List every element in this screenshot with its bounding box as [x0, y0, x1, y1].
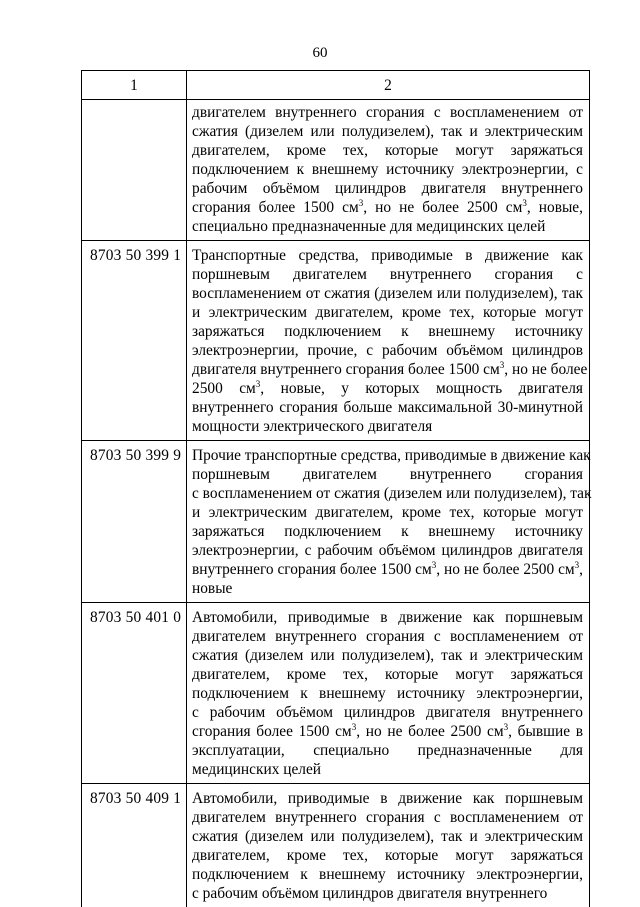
tariff-table	[81, 70, 590, 907]
description-line: внутреннего сгорания более 1500 $см^3$, но не более 2500 $см^3$,	[192, 560, 583, 579]
description-line: двигателя внутреннего сгорания более 1500 $см^3$, но не более	[192, 360, 583, 379]
description-line: поршневым двигателем внутреннего сгорания	[192, 465, 583, 484]
table-row	[82, 441, 590, 603]
description-line: подключением к внешнему источнику электроэнергии, с	[192, 160, 583, 179]
goods-description	[187, 441, 590, 603]
description-line: с рабочим объёмом цилиндров двигателя внутреннего	[192, 884, 583, 903]
tariff-code: 8703 50 399 1	[82, 241, 187, 441]
goods-description	[187, 100, 590, 241]
tariff-code: 8703 50 409 1	[82, 784, 187, 907]
description-line: медицинских целей	[192, 760, 583, 779]
description-line: новые	[192, 579, 583, 598]
tariff-code	[82, 100, 187, 241]
description-line: Транспортные средства, приводимые в движение как	[192, 246, 583, 265]
goods-description	[187, 784, 590, 907]
description-line: сжатия (дизелем или полудизелем), так и электрическим	[192, 122, 583, 141]
description-line: двигателем внутреннего сгорания с воспламенением от	[192, 627, 583, 646]
description-line: с рабочим объёмом цилиндров двигателя внутреннего	[192, 703, 583, 722]
description-line: поршневым двигателем внутреннего сгорания с	[192, 265, 583, 284]
description-line: заряжаться подключением к внешнему источнику	[192, 522, 583, 541]
goods-description	[187, 603, 590, 784]
description-line: двигателем, кроме тех, которые могут заряжаться	[192, 665, 583, 684]
description-line: сжатия (дизелем или полудизелем), так и электрическим	[192, 827, 583, 846]
description-line: сгорания более 1500 $см^3$, но не более 2500 $см^3$, бывшие в	[192, 722, 583, 741]
description-line: подключением к внешнему источнику электроэнергии,	[192, 684, 583, 703]
description-line: Прочие транспортные средства, приводимые в движение как	[192, 446, 583, 465]
description-line: электроэнергии, с рабочим объёмом цилиндров двигателя	[192, 541, 583, 560]
goods-description	[187, 241, 590, 441]
tariff-code: 8703 50 399 9	[82, 441, 187, 603]
description-line: и электрическим двигателем, кроме тех, которые могут	[192, 303, 583, 322]
description-line: электроэнергии, прочие, с рабочим объёмом цилиндров	[192, 341, 583, 360]
column-header-description: 2	[187, 71, 590, 100]
table-row	[82, 784, 590, 907]
description-line: рабочим объёмом цилиндров двигателя внутреннего	[192, 179, 583, 198]
description-line: и электрическим двигателем, кроме тех, которые могут	[192, 503, 583, 522]
description-line: двигателем, кроме тех, которые могут заряжаться	[192, 141, 583, 160]
description-line: с воспламенением от сжатия (дизелем или полудизелем), так	[192, 484, 583, 503]
description-line: Автомобили, приводимые в движение как поршневым	[192, 608, 583, 627]
description-line: двигателем, кроме тех, которые могут заряжаться	[192, 846, 583, 865]
table-header-row	[82, 71, 590, 100]
tariff-code: 8703 50 401 0	[82, 603, 187, 784]
description-line: Автомобили, приводимые в движение как поршневым	[192, 789, 583, 808]
column-header-code: 1	[82, 71, 187, 100]
table-row	[82, 100, 590, 241]
table-row	[82, 603, 590, 784]
description-line: 2500 $см^3$, новые, у которых мощность двигателя	[192, 379, 583, 398]
description-line: двигателем внутреннего сгорания с воспламенением от	[192, 808, 583, 827]
description-line: заряжаться подключением к внешнему источнику	[192, 322, 583, 341]
page-number: 60	[0, 46, 640, 61]
description-line: специально предназначенные для медицинских целей	[192, 217, 583, 236]
description-line: внутреннего сгорания больше максимальной 30-минутной	[192, 398, 583, 417]
description-line: эксплуатации, специально предназначенные для	[192, 741, 583, 760]
description-line: подключением к внешнему источнику электроэнергии,	[192, 865, 583, 884]
description-line: воспламенением от сжатия (дизелем или полудизелем), так	[192, 284, 583, 303]
description-line: сжатия (дизелем или полудизелем), так и электрическим	[192, 646, 583, 665]
description-line: сгорания более 1500 $см^3$, но не более 2500 $см^3$, новые,	[192, 198, 583, 217]
description-line: двигателем внутреннего сгорания с воспламенением от	[192, 103, 583, 122]
table-row	[82, 241, 590, 441]
description-line: мощности электрического двигателя	[192, 417, 583, 436]
